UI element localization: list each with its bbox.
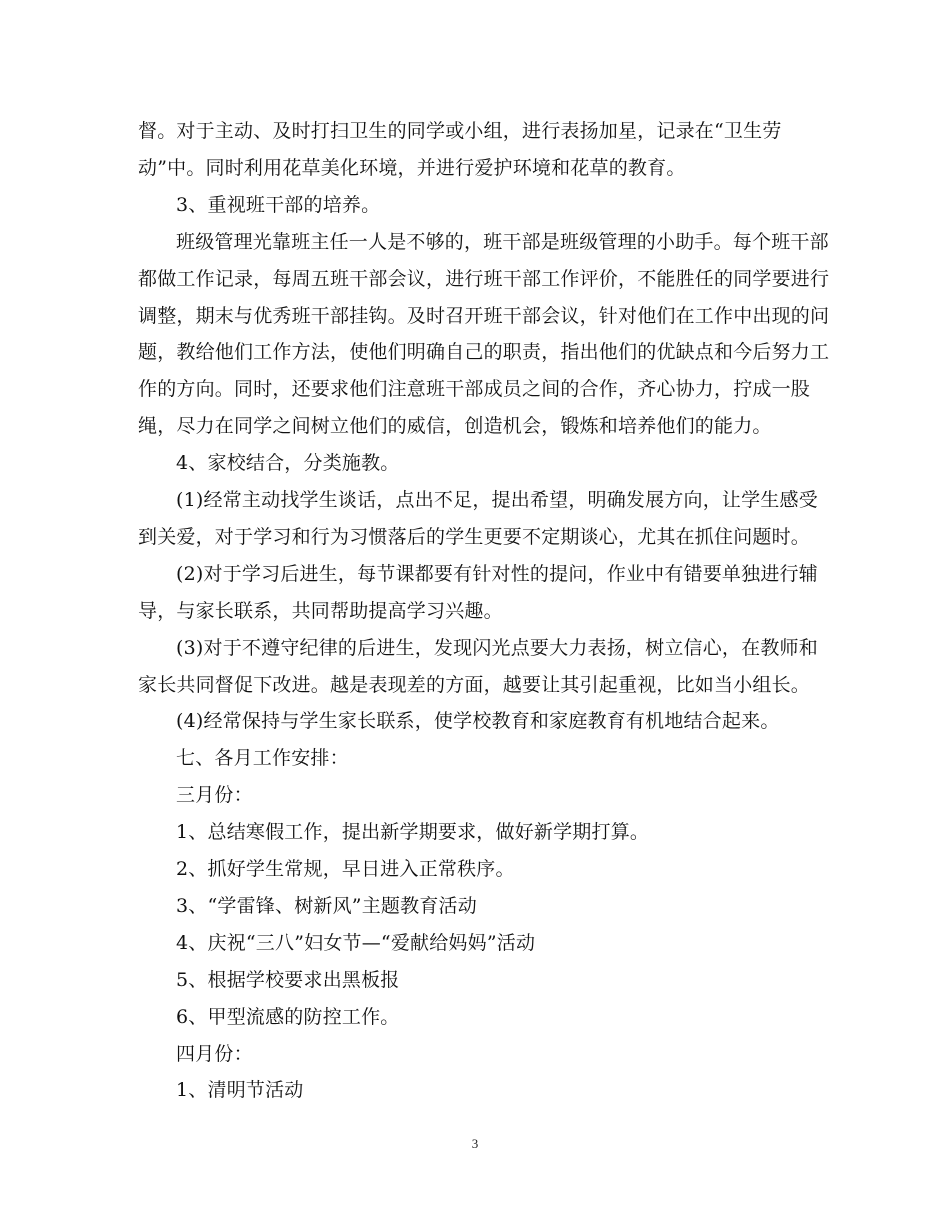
text-line: 七、各月工作安排： <box>176 747 349 770</box>
text-line: (4)经常保持与学生家长联系，使学校教育和家庭教育有机地结合起来。 <box>176 710 780 733</box>
text-line: 导，与家长联系，共同帮助提高学习兴趣。 <box>138 599 503 622</box>
text-line: (1)经常主动找学生谈话，点出不足，提出希望，明确发展方向，让学生感受 <box>176 489 818 511</box>
text-line: 2、抓好学生常规，早日进入正常秩序。 <box>176 858 515 880</box>
text-line: 3、重视班干部的培养。 <box>176 193 381 216</box>
text-line: 三月份： <box>176 784 253 807</box>
text-line: 督。对于主动、及时打扫卫生的同学或小组，进行表扬加星，记录在“卫生劳 <box>138 120 782 142</box>
text-line: 四月份： <box>176 1042 253 1065</box>
text-line: 动”中。同时利用花草美化环境，并进行爱护环境和花草的教育。 <box>138 156 686 179</box>
text-line: 1、总结寒假工作，提出新学期要求，做好新学期打算。 <box>176 821 650 844</box>
text-line: 作的方向。同时，还要求他们注意班干部成员之间的合作，齐心协力，拧成一股 <box>138 378 811 401</box>
text-line: 4、家校结合，分类施教。 <box>176 452 400 475</box>
text-line: 家长共同督促下改进。越是表现差的方面，越要让其引起重视，比如当小组长。 <box>138 673 811 696</box>
text-line: 4、庆祝“三八”妇女节—“爱献给妈妈”活动 <box>176 931 536 954</box>
text-line: 3、“学雷锋、树新风”主题教育活动 <box>176 894 477 917</box>
text-line: 题，教给他们工作方法，使他们明确自己的职责，指出他们的优缺点和今后努力工 <box>138 341 830 364</box>
text-line: 到关爱，对于学习和行为习惯落后的学生更要不定期谈心，尤其在抓住问题时。 <box>138 525 811 548</box>
text-line: 调整，期末与优秀班干部挂钩。及时召开班干部会议，针对他们在工作中出现的问 <box>138 304 830 327</box>
page-number: 3 <box>471 1136 479 1151</box>
text-line: 6、甲型流感的防控工作。 <box>176 1005 400 1028</box>
text-line: (2)对于学习后进生，每节课都要有针对性的提问，作业中有错要单独进行辅 <box>176 562 818 585</box>
text-line: 5、根据学校要求出黑板报 <box>176 968 400 991</box>
text-line: 班级管理光靠班主任一人是不够的，班干部是班级管理的小助手。每个班干部 <box>176 230 829 253</box>
text-line: (3)对于不遵守纪律的后进生，发现闪光点要大力表扬，树立信心，在教师和 <box>176 636 818 659</box>
text-line: 绳，尽力在同学之间树立他们的威信，创造机会，锻炼和培养他们的能力。 <box>138 415 772 438</box>
text-line: 都做工作记录，每周五班干部会议，进行班干部工作评价，不能胜任的同学要进行 <box>138 267 830 290</box>
text-line: 1、清明节活动 <box>176 1079 304 1102</box>
